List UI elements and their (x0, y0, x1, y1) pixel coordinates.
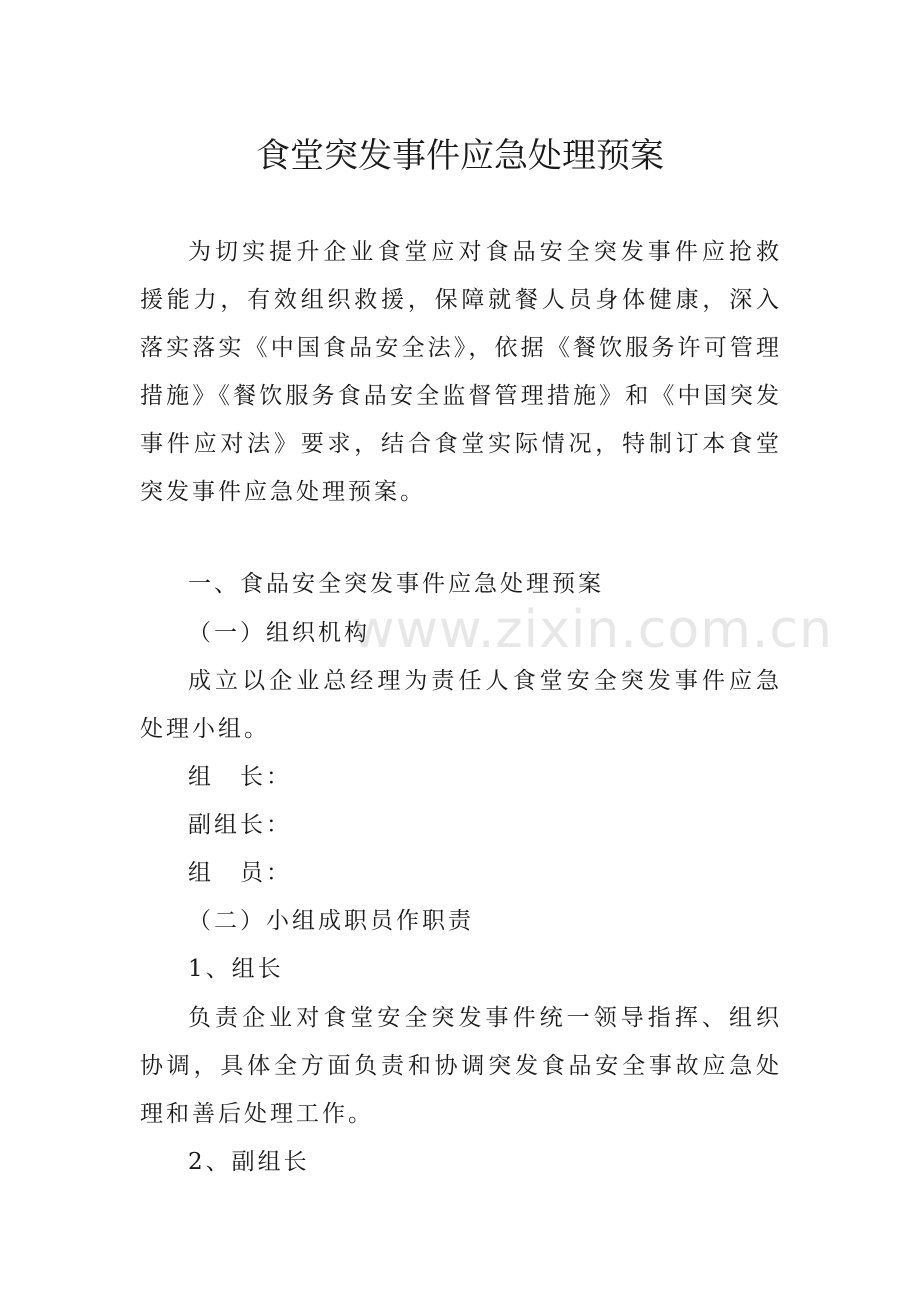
watermark: www.zixin.com.cn (352, 600, 833, 660)
document-title: 食堂突发事件应急处理预案 (256, 136, 664, 176)
item1-heading: 1、组长 (188, 956, 284, 982)
subsection1-paragraph: 成立以企业总经理为责任人食堂安全突发事件应急处理小组。 (140, 668, 782, 742)
section1-heading: 一、食品安全突发事件应急处理预案 (188, 571, 604, 597)
subsection1-heading: （一）组织机构 (188, 620, 370, 646)
subsection2-heading: （二）小组成职员作职责 (188, 908, 474, 934)
leader-label: 组 长： (188, 764, 292, 790)
item2-heading: 2、副组长 (188, 1149, 310, 1175)
deputy-leader-label: 副组长： (188, 812, 292, 838)
intro-paragraph: 为切实提升企业食堂应对食品安全突发事件应抢救援能力，有效组织救援，保障就餐人员身体健康，深入落实落实《中国食品安全法》，依据《餐饮服务许可管理措施》《餐饮服务食品安全监督管理措施》和《中国突发事件应对法》要求，结合食堂实际情况，特制订本食堂突发事件应急处理预案。 (140, 239, 782, 505)
item1-paragraph: 负责企业对食堂安全突发事件统一领导指挥、组织协调，具体全方面负责和协调突发食品安全事故应急处理和善后处理工作。 (140, 1005, 782, 1127)
member-label: 组 员： (188, 860, 292, 886)
